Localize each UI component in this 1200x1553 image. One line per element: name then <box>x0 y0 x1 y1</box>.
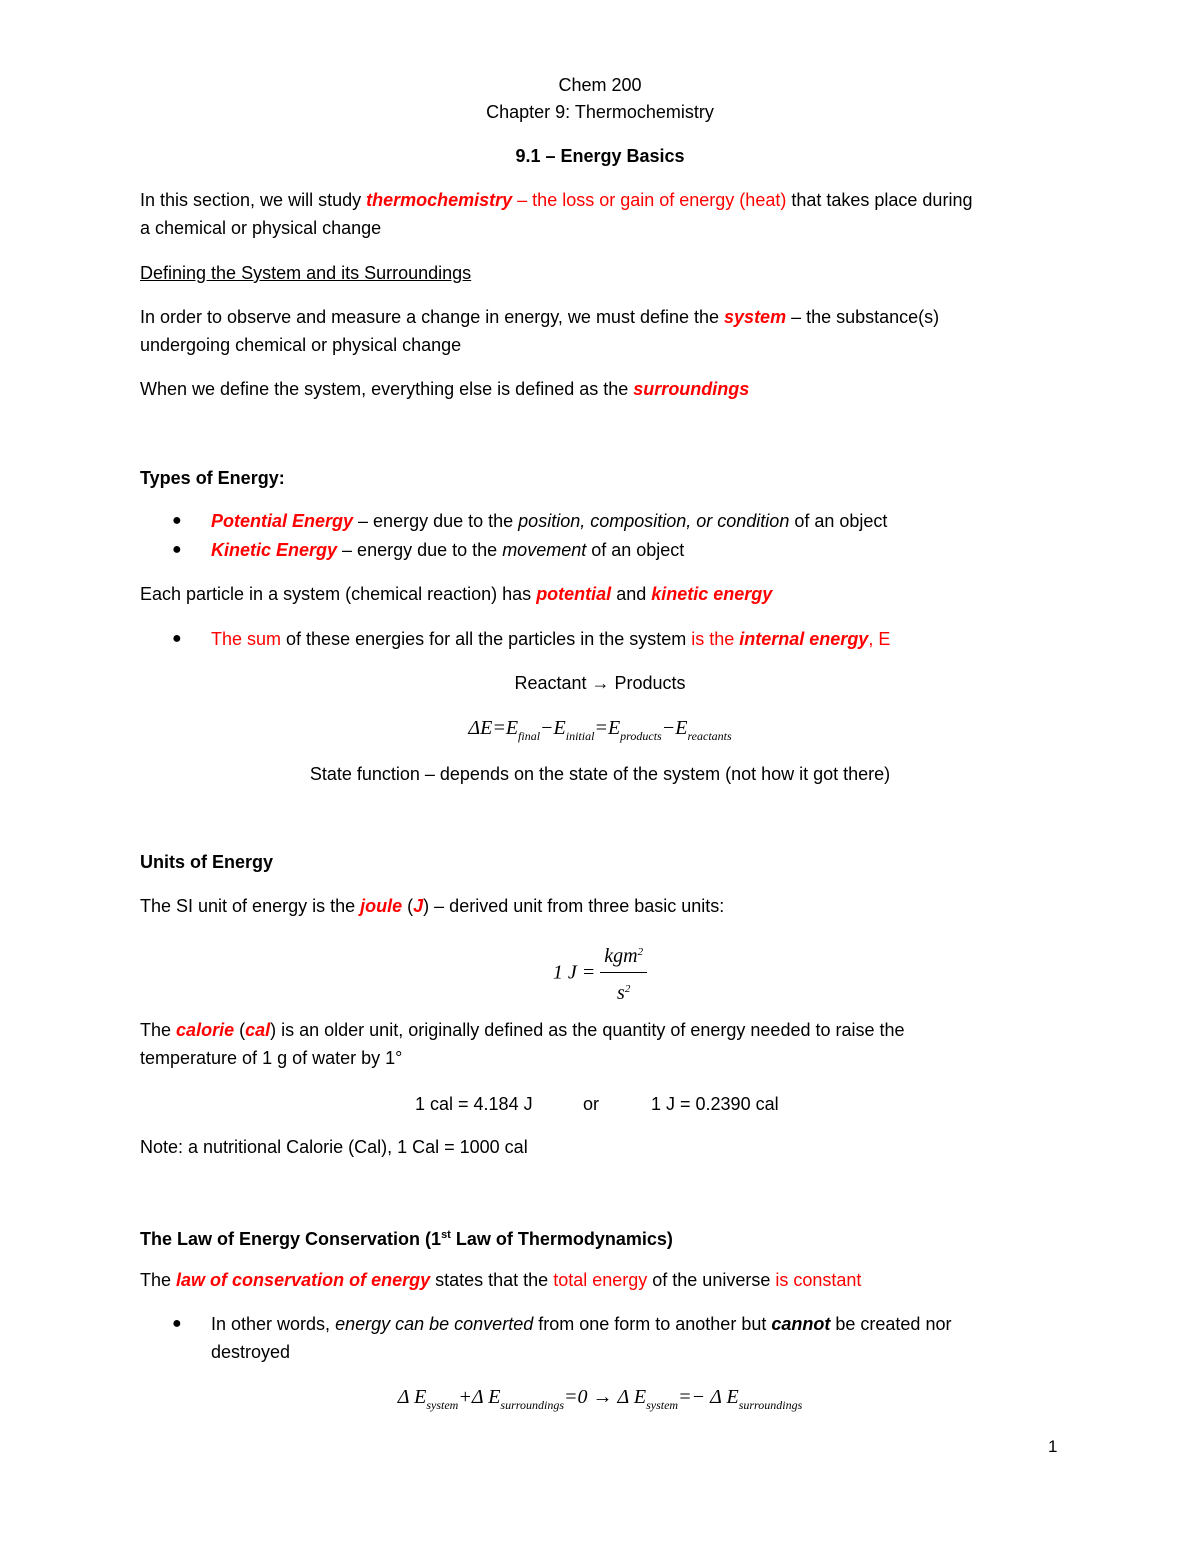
system-line-1: In order to observe and measure a change in energy, we must define the system – the substance(s) <box>140 307 940 327</box>
other-words-line-2: destroyed <box>211 1342 291 1362</box>
bullet-icon: ● <box>172 541 182 558</box>
each-particle-line: Each particle in a system (chemical reaction) has potential and kinetic energy <box>140 584 773 604</box>
chapter-title: Chapter 9: Thermochemistry <box>486 102 714 122</box>
bullet-icon: ● <box>172 630 182 647</box>
course-title: Chem 200 <box>558 75 642 95</box>
types-heading: Types of Energy: <box>140 468 285 488</box>
internal-energy-item: The sum of these energies for all the particles in the system is the internal energy, E <box>211 629 891 649</box>
conversion-cal-to-j: 1 cal = 4.184 J <box>415 1094 533 1114</box>
kinetic-energy-item: Kinetic Energy – energy due to the movement of an object <box>211 540 685 560</box>
bullet-icon: ● <box>172 512 182 529</box>
delta-e-equation: $\Delta E=E_{final}-E_{initial}=E_{products}-E_{reactants}$ <box>468 717 732 743</box>
conversion-or: or <box>583 1094 600 1114</box>
calorie-line-2: temperature of 1 g of water by 1° <box>140 1048 403 1068</box>
calorie-line-1: The calorie (cal) is an older unit, originally defined as the quantity of energy needed to raise the <box>140 1020 905 1040</box>
system-heading: Defining the System and its Surroundings <box>140 263 472 283</box>
intro-line-1: In this section, we will study thermochemistry – the loss or gain of energy (heat) that takes place during <box>140 190 973 210</box>
si-unit-line: The SI unit of energy is the joule (J) – derived unit from three basic units: <box>140 896 725 916</box>
other-words-line-1: In other words, energy can be converted from one form to another but cannot be created nor <box>211 1314 952 1334</box>
units-heading: Units of Energy <box>140 852 274 872</box>
conservation-equation: Δ $E_{system}+\Delta$ $E_{surroundings}=0 \to \Delta$ $E_{system}=- \Delta$ $E_{surroundings}$ <box>397 1386 803 1412</box>
page-number: 1 <box>1048 1437 1058 1456</box>
surroundings-term: surroundings <box>633 379 750 399</box>
potential-energy-item: Potential Energy – energy due to the position, composition, or condition of an object <box>211 511 888 531</box>
conversion-j-to-cal: 1 J = 0.2390 cal <box>651 1094 779 1114</box>
system-term: system <box>724 307 787 327</box>
intro-line-2: a chemical or physical change <box>140 218 382 238</box>
law-statement: The law of conservation of energy states that the total energy of the universe is constant <box>140 1270 862 1290</box>
bullet-icon: ● <box>172 1315 182 1332</box>
reaction-line: Reactant → Products <box>514 673 686 693</box>
section-title: 9.1 – Energy Basics <box>515 146 685 166</box>
thermochemistry-term: thermochemistry <box>366 190 513 210</box>
nutritional-calorie-note: Note: a nutritional Calorie (Cal), 1 Cal = 1000 cal <box>140 1137 528 1157</box>
joule-equation: 1 J = $\frac{kgm^2}{s^2}$ <box>0 938 1200 1007</box>
law-heading: The Law of Energy Conservation (1st Law of Thermodynamics) <box>140 1229 673 1249</box>
state-function-line: State function – depends on the state of the system (not how it got there) <box>309 764 891 784</box>
surroundings-line: When we define the system, everything else is defined as the surroundings <box>140 379 750 399</box>
system-line-2: undergoing chemical or physical change <box>140 335 462 355</box>
